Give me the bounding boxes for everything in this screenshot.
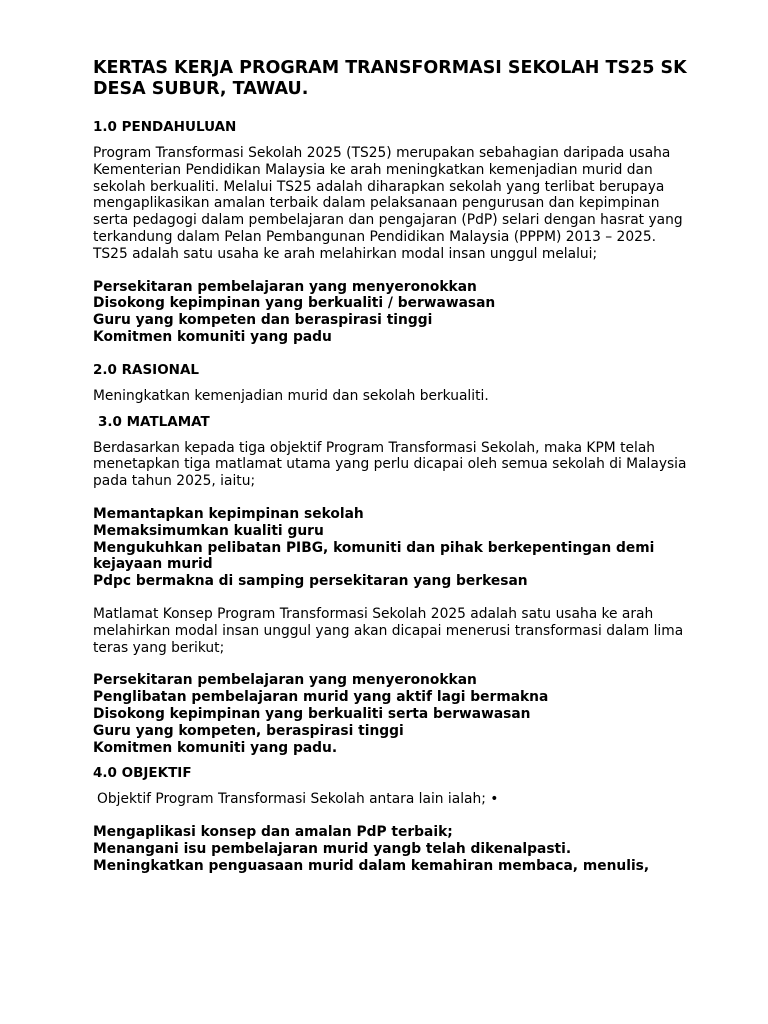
paragraph-pendahuluan: Program Transformasi Sekolah 2025 (TS25) merupakan sebahagian daripada usaha Kementerian Pendidikan Malaysia ke arah meningkatkan kemenjadian murid dan sekolah berkualiti. Melalui TS25 adalah diharapkan sekolah yang terlibat berupaya mengaplikasikan amalan terbaik dalam pelaksanaan pengurusan dan kepimpinan serta pedagogi dalam pembelajaran dan pengajaran (PdP) selari dengan hasrat yang terkandung dalam Pelan Pembangunan Pendidikan Malaysia (PPPM) 2013 – 2025. TS25 adalah satu usaha ke arah melahirkan modal insan unggul melalui;	[93, 145, 683, 262]
list-item: Penglibatan pembelajaran murid yang aktif lagi bermakna	[93, 689, 549, 706]
list-item: Komitmen komuniti yang padu.	[93, 739, 338, 756]
list-item: Persekitaran pembelajaran yang menyeronokkan	[93, 278, 477, 295]
paragraph-matlamat-1: Berdasarkan kepada tiga objektif Program Transformasi Sekolah, maka KPM telah menetapkan tiga matlamat utama yang perlu dicapai oleh semua sekolah di Malaysia pada tahun 2025, iaitu;	[93, 439, 687, 490]
document-title: KERTAS KERJA PROGRAM TRANSFORMASI SEKOLAH TS25 SK DESA SUBUR, TAWAU.	[93, 58, 687, 99]
paragraph-objektif: Objektif Program Transformasi Sekolah antara lain ialah; •	[97, 791, 499, 808]
list-item: Guru yang kompeten dan beraspirasi tinggi	[93, 312, 433, 329]
paragraph-matlamat-2: Matlamat Konsep Program Transformasi Sekolah 2025 adalah satu usaha ke arah melahirkan modal insan unggul yang akan dicapai menerusi transformasi dalam lima teras yang berikut;	[93, 605, 684, 656]
section-heading-pendahuluan: 1.0 PENDAHULUAN	[93, 119, 237, 135]
list-objektif	[93, 824, 693, 874]
list-item: Guru yang kompeten, beraspirasi tinggi	[93, 722, 404, 739]
list-item: Komitmen komuniti yang padu	[93, 328, 332, 345]
list-item: Memaksimumkan kualiti guru	[93, 522, 324, 539]
list-pendahuluan	[93, 279, 693, 346]
list-item: Disokong kepimpinan yang berkualiti / berwawasan	[93, 295, 496, 312]
list-matlamat-2	[93, 672, 693, 756]
section-heading-matlamat: 3.0 MATLAMAT	[98, 413, 210, 430]
list-item: Persekitaran pembelajaran yang menyeronokkan	[93, 672, 477, 689]
section-heading-rasional: 2.0 RASIONAL	[93, 361, 200, 378]
list-item: Mengukuhkan pelibatan PIBG, komuniti dan pihak berkepentingan demi kejayaan murid	[93, 539, 655, 573]
document-page	[93, 58, 693, 891]
list-matlamat-1	[93, 506, 693, 590]
list-item: Pdpc bermakna di samping persekitaran yang berkesan	[93, 573, 528, 590]
list-item: Disokong kepimpinan yang berkualiti serta berwawasan	[93, 705, 531, 722]
paragraph-rasional: Meningkatkan kemenjadian murid dan sekolah berkualiti.	[93, 387, 489, 404]
section-heading-objektif: 4.0 OBJEKTIF	[93, 765, 192, 782]
list-item: Menangani isu pembelajaran murid yangb telah dikenalpasti.	[93, 840, 572, 857]
list-item: Memantapkan kepimpinan sekolah	[93, 505, 364, 522]
list-item: Mengaplikasi konsep dan amalan PdP terbaik;	[93, 824, 453, 841]
list-item: Meningkatkan penguasaan murid dalam kemahiran membaca, menulis,	[93, 857, 650, 874]
